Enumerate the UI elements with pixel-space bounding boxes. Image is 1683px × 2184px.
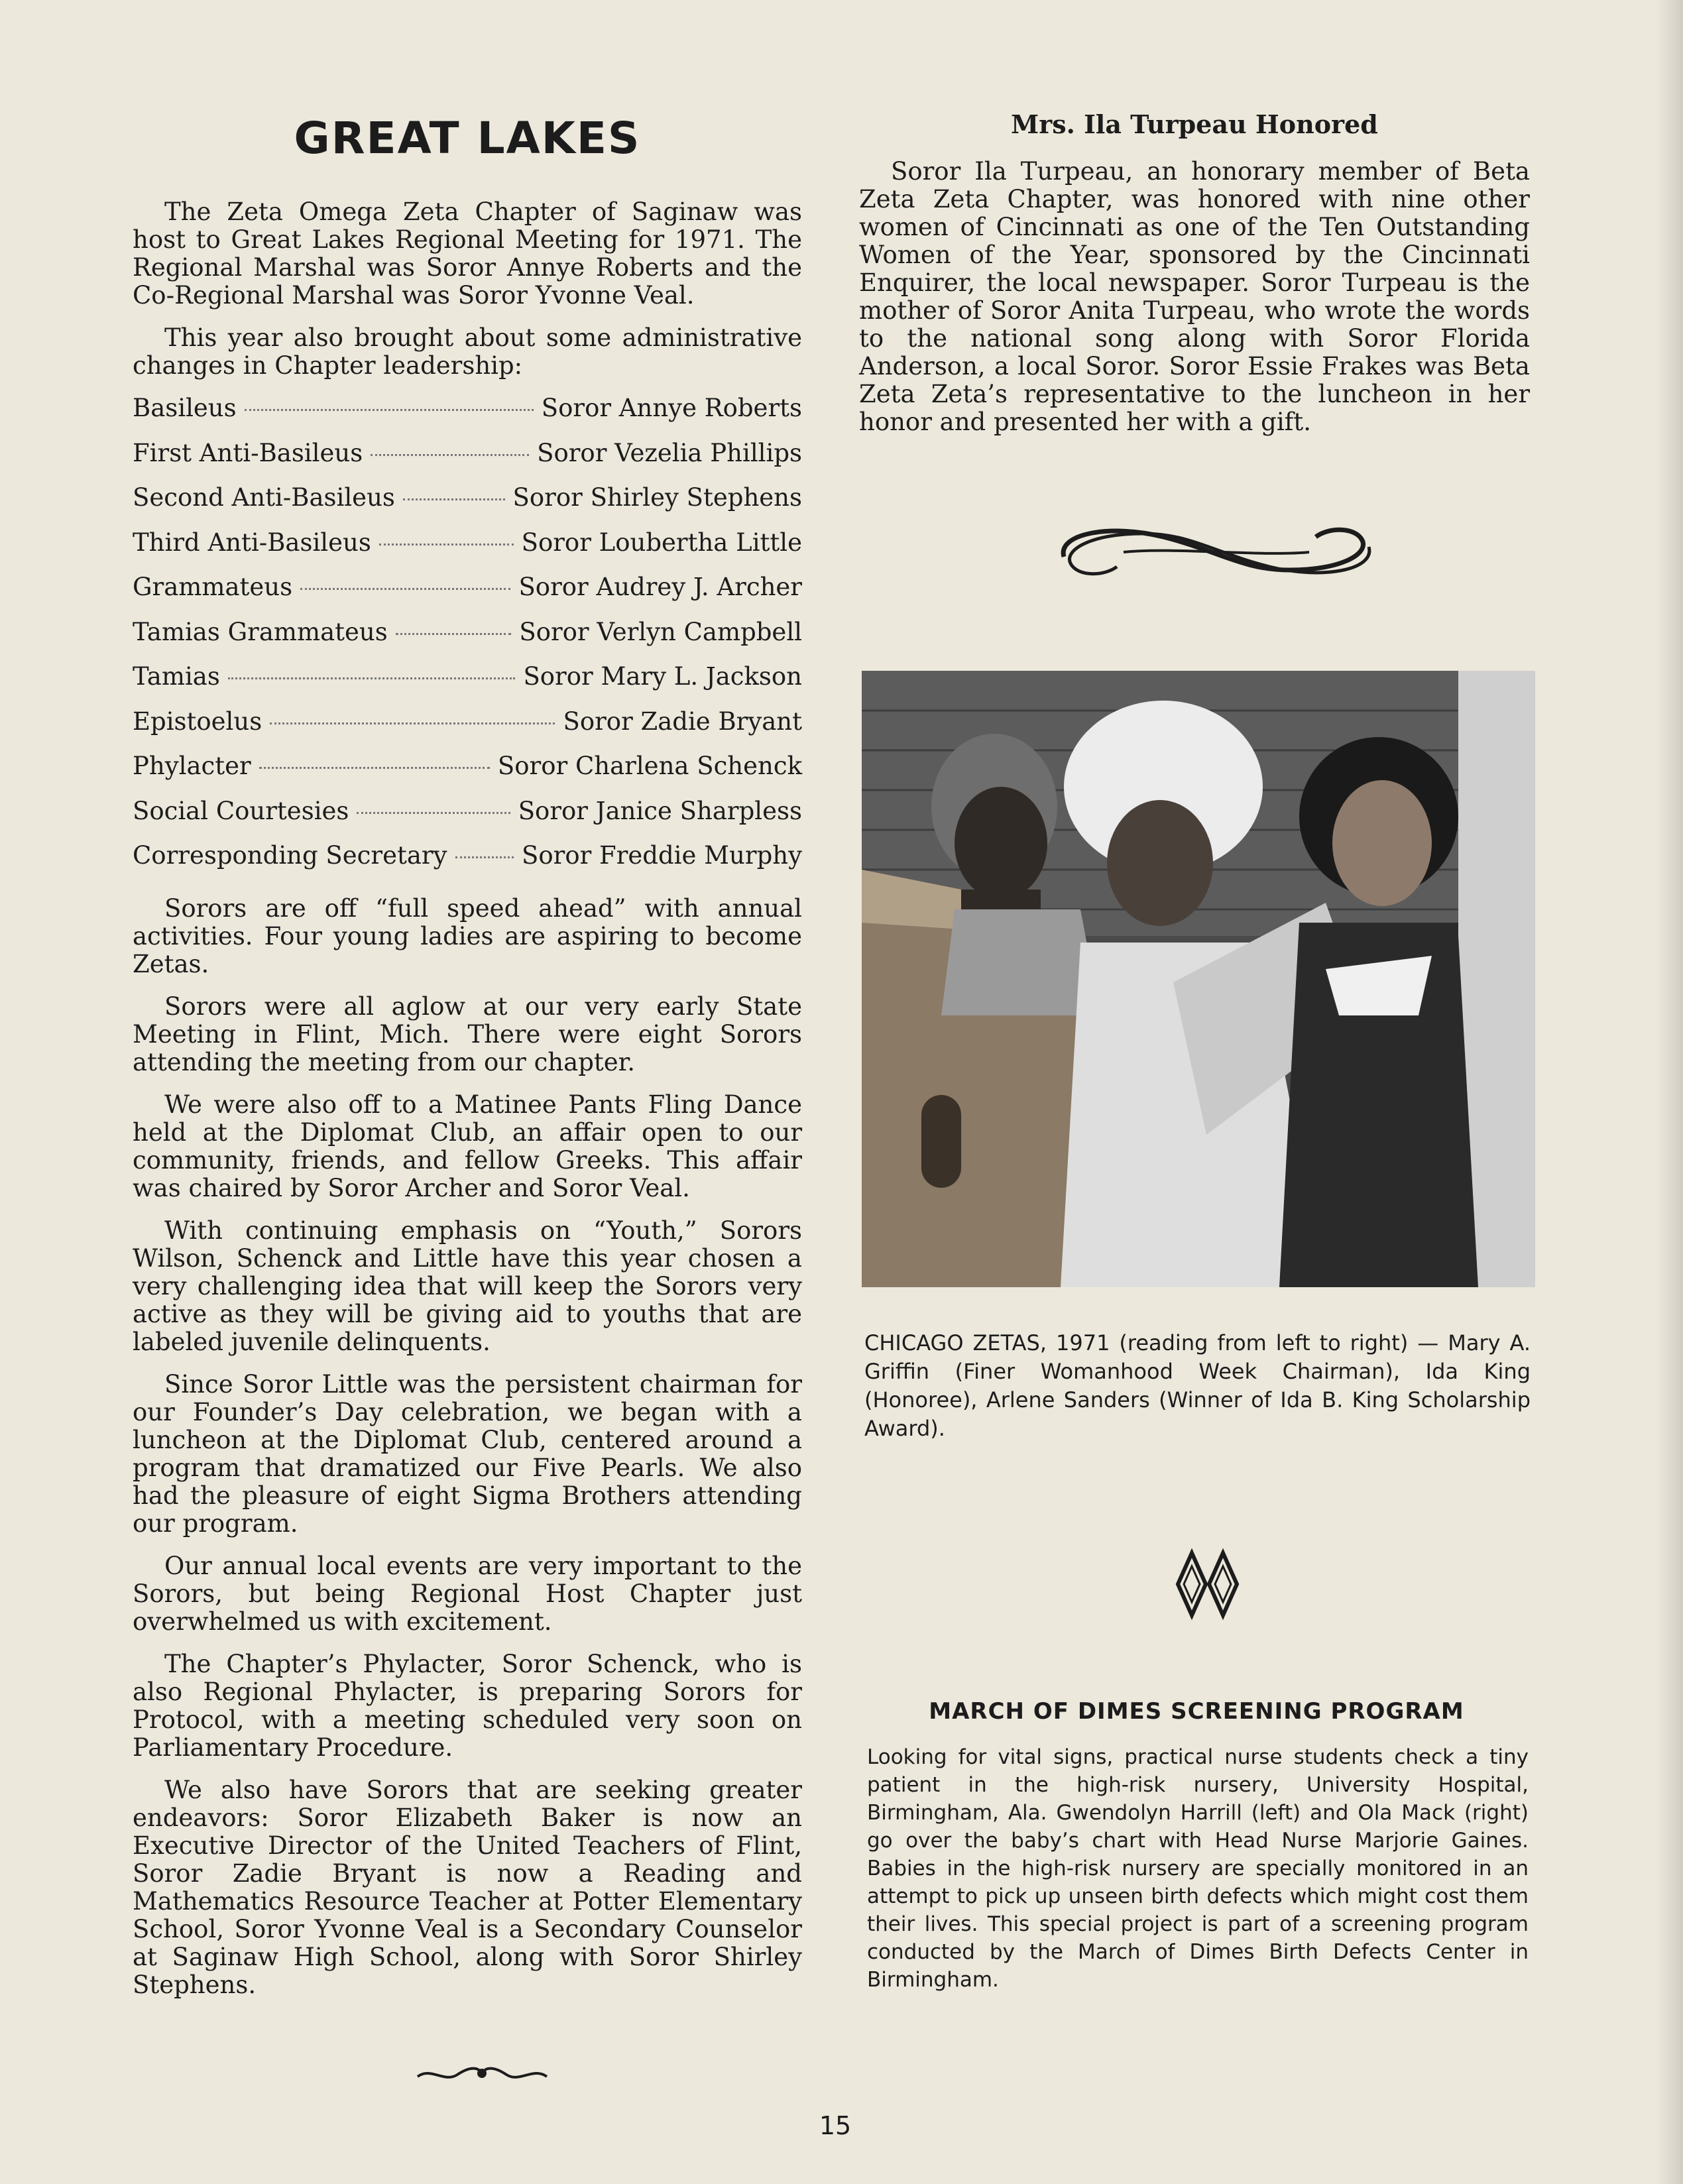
leader-dots [396, 633, 512, 635]
officer-name: Soror Loubertha Little [521, 528, 802, 557]
body-paragraph: The Chapter’s Phylacter, Soror Schenck, who is also Regional Phylacter, is preparing Sorors for Protocol, with a meeting scheduled very soon on Parliamentary Procedure. [133, 1649, 802, 1762]
leader-dots [270, 722, 555, 724]
officer-name: Soror Freddie Murphy [522, 841, 802, 870]
intro-paragraph: The Zeta Omega Zeta Chapter of Saginaw was host to Great Lakes Regional Meeting for 1971. The Regional Marshal was Soror Annye Roberts and the Co-Regional Marshal was Soror Yvonne Veal. [133, 198, 802, 310]
swirl-ornament-icon [1051, 507, 1382, 597]
leader-dots [371, 454, 529, 456]
officer-row [133, 529, 802, 574]
body-paragraph: Sorors are off “full speed ahead” with annual activities. Four young ladies are aspiring to become Zetas. [133, 893, 802, 978]
leader-dots [228, 677, 516, 679]
body-paragraph: Since Soror Little was the persistent chairman for our Founder’s Day celebration, we began with a luncheon at the Diplomat Club, centered around a program that dramatized our Five Pearls. We also had the pleasure of eight Sigma Brothers attending our program. [133, 1369, 802, 1538]
officer-name: Soror Shirley Stephens [512, 483, 802, 512]
officer-name: Soror Mary L. Jackson [523, 662, 802, 691]
officer-row [133, 842, 802, 887]
officer-role: Tamias Grammateus [133, 617, 388, 646]
body-paragraph: With continuing emphasis on “Youth,” Sorors Wilson, Schenck and Little have this year chosen a very challenging idea that will keep the Sorors very active as they will be giving aid to youths that are labeled juvenile delinquents. [133, 1216, 802, 1356]
body-paragraph: Our annual local events are very important to the Sorors, but being Regional Host Chapter just overwhelmed us with excitement. [133, 1551, 802, 1636]
officer-row [133, 439, 802, 485]
officer-role: Third Anti-Basileus [133, 528, 371, 557]
left-column [133, 113, 802, 2014]
page-edge-shadow [1656, 0, 1683, 2184]
officer-role: Corresponding Secretary [133, 841, 447, 870]
officer-row [133, 752, 802, 797]
changes-paragraph: This year also brought about some administrative changes in Chapter leadership: [133, 323, 802, 380]
leader-dots [403, 498, 505, 500]
officer-row [133, 797, 802, 842]
officer-role: Grammateus [133, 573, 293, 601]
group-photo [862, 671, 1535, 1287]
photo-illustration [862, 671, 1535, 1287]
body-paragraph: We also have Sorors that are seeking greater endeavors: Soror Elizabeth Baker is now an Executive Director of the United Teachers of Flint, Soror Zadie Bryant is now a Reading and Mathematics Resource Teacher at Potter Elementary School, Soror Yvonne Veal is a Secondary Counselor at Saginaw High School, along with Soror Shirley Stephens. [133, 1775, 802, 1999]
leader-dots [357, 812, 510, 814]
body-paragraph: We were also off to a Matinee Pants Fling Dance held at the Diplomat Club, an affair open to our community, friends, and fellow Greeks. This affair was chaired by Soror Archer and Soror Veal. [133, 1090, 802, 1202]
officer-row [133, 573, 802, 618]
diamonds-ornament-icon [1175, 1548, 1242, 1621]
officer-row [133, 708, 802, 753]
body-paragraph: Sorors were all aglow at our very early State Meeting in Flint, Mich. There were eight Sorors attending the meeting from our chapter. [133, 992, 802, 1076]
honor-title: Mrs. Ila Turpeau Honored [1011, 109, 1378, 139]
scroll-ornament-icon [414, 2060, 550, 2087]
page-number: 15 [819, 2111, 852, 2140]
section-title: GREAT LAKES [294, 113, 641, 164]
leader-dots [259, 767, 490, 769]
leader-dots [300, 588, 510, 590]
officer-role: Epistoelus [133, 707, 262, 736]
leader-dots [455, 856, 514, 858]
officer-name: Soror Vezelia Phillips [537, 438, 802, 467]
officer-name: Soror Verlyn Campbell [519, 617, 802, 646]
officer-role: Tamias [133, 662, 220, 691]
officer-list [133, 394, 802, 887]
officer-role: Basileus [133, 394, 237, 422]
officer-row [133, 394, 802, 439]
march-of-dimes-title: MARCH OF DIMES SCREENING PROGRAM [929, 1698, 1464, 1725]
officer-name: Soror Audrey J. Archer [518, 573, 802, 601]
officer-role: Second Anti-Basileus [133, 483, 395, 512]
march-of-dimes-text: Looking for vital signs, practical nurse students check a tiny patient in the high-risk nursery, University Hospital, Birmingham, Ala. Gwendolyn Harrill (left) and Ola Mack (right) go over the baby’s chart with Head Nurse Marjorie Gaines. Babies in the high-risk nursery are specially monitored in an attempt to pick up unseen birth defects which might cost them their lives. This special project is part of a screening program conducted by the March of Dimes Birth Defects Center in Birmingham. [867, 1745, 1529, 1992]
officer-row [133, 484, 802, 529]
officer-name: Soror Zadie Bryant [563, 707, 802, 736]
right-column [859, 109, 1530, 451]
honor-paragraph: Soror Ila Turpeau, an honorary member of Beta Zeta Zeta Chapter, was honored with nine other women of Cincinnati as one of the Ten Outstanding Women of the Year, sponsored by the Cincinnati Enquirer, the local newspaper. Soror Turpeau is the mother of Soror Anita Turpeau, who wrote the words to the national song along with Soror Florida Anderson, a local Soror. Soror Essie Frakes was Beta Zeta Zeta’s representative to the luncheon in her honor and presented her with a gift. [859, 157, 1530, 436]
officer-name: Soror Charlena Schenck [497, 752, 802, 780]
officer-name: Soror Janice Sharpless [518, 796, 802, 825]
officer-name: Soror Annye Roberts [541, 394, 802, 422]
officer-row [133, 663, 802, 708]
photo-caption: CHICAGO ZETAS, 1971 (reading from left to right) — Mary A. Griffin (Finer Womanhood Week Chairman), Ida King (Honoree), Arlene Sanders (Winner of Ida B. King Scholarship Award). [864, 1330, 1531, 1441]
officer-role: First Anti-Basileus [133, 438, 363, 467]
officer-row [133, 618, 802, 663]
officer-role: Phylacter [133, 752, 251, 780]
leader-dots [245, 409, 534, 411]
leader-dots [379, 544, 514, 546]
officer-role: Social Courtesies [133, 796, 349, 825]
